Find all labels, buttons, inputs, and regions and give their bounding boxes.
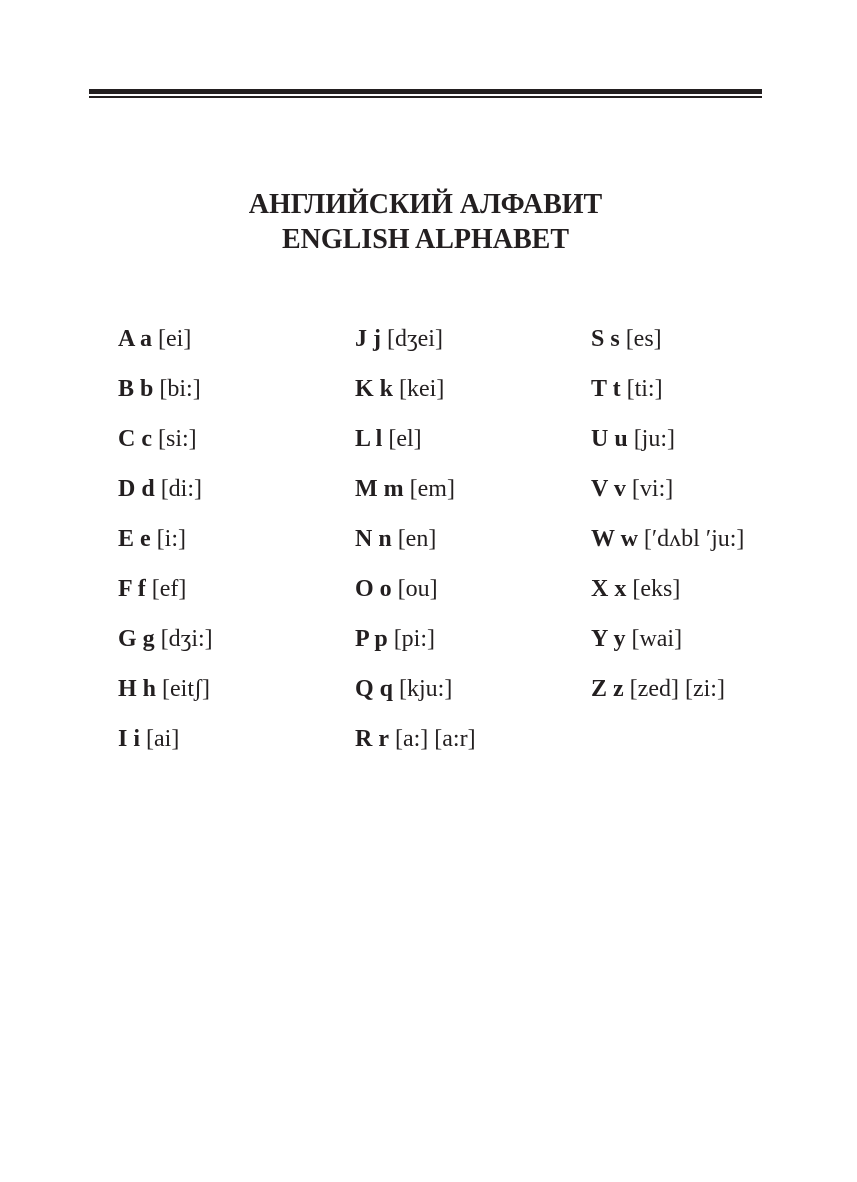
letter-entry-g (118, 622, 213, 672)
letter-pair: G g (118, 626, 155, 652)
transcription: [dʒi:] (160, 626, 213, 652)
letter-entry-t (591, 372, 744, 422)
letter-entry-s (591, 322, 744, 372)
transcription: [dʒei] (387, 326, 443, 352)
letter-pair: N n (355, 526, 392, 552)
letter-entry-l (355, 422, 476, 472)
letter-pair: I i (118, 726, 141, 752)
letter-pair: B b (118, 376, 154, 402)
transcription: [ju:] (633, 426, 676, 452)
letter-entry-x (591, 572, 744, 622)
header-rule-thick (89, 89, 762, 94)
letter-entry-q (355, 672, 476, 722)
letter-pair: Q q (355, 676, 394, 702)
letter-pair: Z z (591, 676, 624, 702)
letter-entry-a (118, 322, 213, 372)
transcription: [em] (409, 476, 455, 502)
letter-entry-n (355, 522, 476, 572)
letter-entry-e (118, 522, 213, 572)
transcription: [′dʌbl ′ju:] (643, 526, 745, 552)
letter-entry-z (591, 672, 744, 722)
letter-pair: R r (355, 726, 389, 752)
transcription: [kei] (399, 376, 445, 402)
letter-pair: W w (591, 526, 638, 552)
transcription: [eks] (632, 576, 681, 602)
letter-pair: C c (118, 426, 152, 452)
letter-pair: P p (355, 626, 388, 652)
letter-entry-y (591, 622, 744, 672)
transcription: [kju:] (399, 676, 453, 702)
transcription: [ai] (146, 726, 180, 752)
transcription: [en] (397, 526, 437, 552)
transcription: [ou] (397, 576, 438, 602)
header-rule-thin (89, 96, 762, 98)
letter-entry-w (591, 522, 744, 572)
letter-entry-m (355, 472, 476, 522)
transcription: [i:] (156, 526, 186, 552)
letter-pair: X x (591, 576, 627, 602)
transcription: [pi:] (393, 626, 436, 652)
page-title-russian: АНГЛИЙСКИЙ АЛФАВИТ (248, 189, 603, 220)
letter-pair: H h (118, 676, 157, 702)
letter-pair: O o (355, 576, 392, 602)
letter-entry-c (118, 422, 213, 472)
letter-pair: T t (591, 376, 621, 402)
letter-pair: D d (118, 476, 155, 502)
letter-pair: S s (591, 326, 620, 352)
letter-entry-o (355, 572, 476, 622)
transcription: [es] (625, 326, 662, 352)
alphabet-column-3 (591, 322, 744, 722)
letter-pair: K k (355, 376, 394, 402)
letter-pair: M m (355, 476, 404, 502)
page-title-english: ENGLISH ALPHABET (281, 224, 570, 255)
letter-pair: J j (355, 326, 381, 352)
transcription: [di:] (160, 476, 203, 502)
transcription: [a:] [a:r] (394, 726, 476, 752)
letter-pair: A a (118, 326, 153, 352)
letter-entry-v (591, 472, 744, 522)
transcription: [si:] (157, 426, 197, 452)
transcription: [zed] [zi:] (629, 676, 725, 702)
transcription: [vi:] (631, 476, 674, 502)
transcription: [eitʃ] (162, 676, 210, 702)
letter-entry-i (118, 722, 213, 772)
letter-entry-r (355, 722, 476, 772)
letter-entry-j (355, 322, 476, 372)
transcription: [wai] (631, 626, 683, 652)
letter-entry-h (118, 672, 213, 722)
alphabet-column-1 (118, 322, 213, 772)
letter-pair: U u (591, 426, 628, 452)
transcription: [el] (388, 426, 422, 452)
transcription: [ef] (151, 576, 187, 602)
letter-entry-u (591, 422, 744, 472)
letter-pair: V v (591, 476, 626, 502)
letter-entry-b (118, 372, 213, 422)
letter-entry-k (355, 372, 476, 422)
transcription: [bi:] (159, 376, 201, 402)
alphabet-column-2 (355, 322, 476, 772)
transcription: [ei] (158, 326, 192, 352)
letter-pair: F f (118, 576, 146, 602)
letter-entry-d (118, 472, 213, 522)
letter-pair: L l (355, 426, 383, 452)
letter-pair: E e (118, 526, 151, 552)
letter-entry-f (118, 572, 213, 622)
letter-entry-p (355, 622, 476, 672)
transcription: [ti:] (626, 376, 663, 402)
letter-pair: Y y (591, 626, 626, 652)
